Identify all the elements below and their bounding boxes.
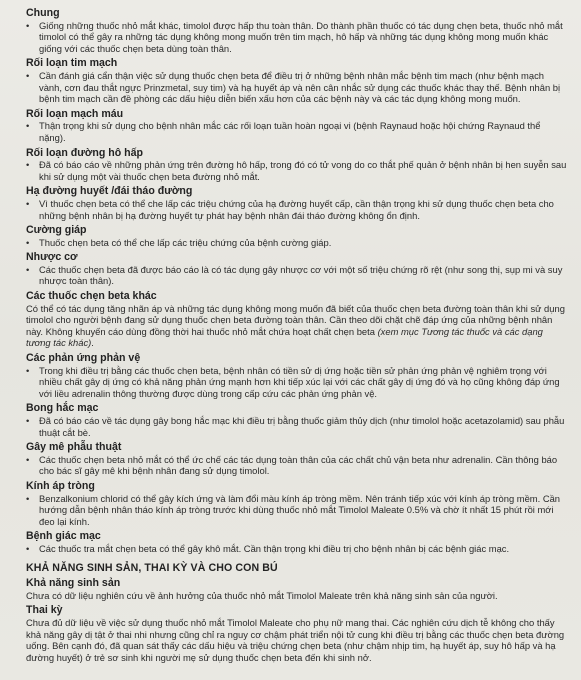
heading-other-beta-blockers: Các thuốc chẹn beta khác — [26, 290, 157, 303]
text-choroidal-detachment: Đã có báo cáo về tác dụng gây bong hắc mạc khi điều trị bằng thuốc giảm thủy dịch (như timolol hoặc acetazolamid) sau phẫu thuật cắt bè. — [39, 415, 565, 438]
bullet-item-choroidal-detachment — [26, 415, 567, 438]
bullet-icon: • — [26, 415, 30, 426]
bullet-icon: • — [26, 197, 30, 209]
text-cardiac: Cần đánh giá cẩn thận việc sử dụng thuốc chẹn beta để điều trị ở những bệnh nhân mắc bệnh tim mạch (như bệnh mạch vành, cơn đau thắt ngực Prinzmetal, suy tim) và hạ huyết áp và nên cân nhắc sử dụng các thuốc khác thay thế. Bệnh nhân bị bệnh tim mạch cần đề phòng các dấu hiệu diễn biến xấu hơn của các bệnh này và các tác dụng không mong muốn. — [39, 69, 561, 105]
bullet-icon: • — [26, 364, 30, 376]
bullet-item-cardiac — [26, 70, 567, 105]
heading-anaphylaxis: Các phản ứng phản vệ — [26, 352, 141, 365]
section-hyperthyroidism — [26, 224, 567, 248]
heading-corneal-disease: Bệnh giác mạc — [26, 530, 101, 543]
heading-choroidal-detachment: Bong hắc mạc — [26, 402, 99, 415]
section-respiratory — [26, 147, 567, 183]
heading-cardiac: Rối loạn tim mạch — [26, 57, 118, 70]
bullet-icon: • — [26, 159, 30, 171]
bullet-icon: • — [26, 19, 30, 31]
text-hyperthyroidism: Thuốc chẹn beta có thể che lấp các triệu chứng của bệnh cường giáp. — [39, 236, 332, 248]
bullet-icon: • — [26, 69, 30, 81]
section-anaphylaxis — [26, 352, 567, 399]
heading-fertility: Khả năng sinh sản — [26, 577, 121, 590]
bullet-icon: • — [26, 236, 30, 248]
text-general: Giống những thuốc nhỏ mắt khác, timolol được hấp thu toàn thân. Do thành phần thuốc có tác dụng chẹn beta, thuốc nhỏ mắt timolol có thể gây ra những tác dụng không mong muốn trên tim mạch, hô hấp và những tác dụng không mong muốn khác giống với các thuốc chẹn beta dùng toàn thân. — [39, 19, 563, 54]
text-anaphylaxis: Trong khi điều trị bằng các thuốc chẹn beta, bệnh nhân có tiền sử dị ứng hoặc tiền sử phản ứng phản vệ nghiêm trọng với nhiều chất gây dị ứng có khả năng phản ứng mạnh hơn khi tiếp xúc lại với các chất gây dị ứng đó và họ cũng không đáp ứng với liều adrenalin thông thường được dùng trong cấp cứu các phản ứng phản vệ. — [39, 364, 560, 399]
bullet-item-hypoglycemia — [26, 198, 567, 221]
section-other-beta-blockers — [26, 290, 567, 349]
text-pregnancy: Chưa đủ dữ liệu về việc sử dụng thuốc nhỏ mắt Timolol Maleate cho phụ nữ mang thai. Các nghiên cứu dịch tễ không cho thấy khả năng gây dị tật ở thai nhi nhưng cũng chỉ ra nguy cơ chậm phát triển nội tử cung khi điều trị bằng các thuốc chẹn beta đường uống. Bên cạnh đó, đã quan sát thấy các dấu hiệu và triệu chứng chẹn beta (như chậm nhịp tim, hạ huyết áp, suy hô hấp và hạ đường huyết) ở trẻ sơ sinh khi người mẹ sử dụng thuốc chẹn beta đến khi sinh nở. — [26, 616, 565, 663]
text-respiratory: Đã có báo cáo về những phản ứng trên đường hô hấp, trong đó có tử vong do co thắt phế quản ở bệnh nhân bị hen suyễn sau khi sử dụng một vài thuốc chẹn beta đường nhỏ mắt. — [39, 159, 567, 182]
section-corneal-disease — [26, 530, 567, 554]
bullet-item-respiratory — [26, 159, 567, 182]
section-myasthenia — [26, 251, 567, 287]
section-choroidal-detachment — [26, 402, 567, 438]
text-fertility: Chưa có dữ liệu nghiên cứu về ảnh hưởng của thuốc nhỏ mắt Timolol Maleate trên khả năng sinh sản của người. — [26, 589, 498, 601]
heading-contact-lenses: Kính áp tròng — [26, 479, 95, 492]
heading-pregnancy-main: KHẢ NĂNG SINH SẢN, THAI KỲ VÀ CHO CON BÚ — [26, 561, 278, 574]
section-hypoglycemia — [26, 185, 567, 221]
text-other-beta-blockers-main: Có thể có tác dụng tăng nhãn áp và những tác dụng không mong muốn đã biết của thuốc chẹn beta đường toàn thân khi sử dụng timolol cho người bệnh đang sử dụng thuốc chẹn beta đường toàn thân. Cần theo dõi chặt chẽ đáp ứng của những bệnh nhân này. Không khuyến cáo dùng đồng thời hai thuốc nhỏ mắt chứa hoạt chất chẹn beta — [26, 302, 565, 337]
bullet-item-hyperthyroidism — [26, 237, 567, 249]
section-cardiac — [26, 57, 567, 104]
section-vascular — [26, 108, 567, 144]
bullet-icon: • — [26, 492, 30, 504]
bullet-icon: • — [26, 120, 30, 132]
bullet-item-vascular — [26, 120, 567, 143]
bullet-icon: • — [26, 453, 30, 465]
section-pregnancy — [26, 562, 567, 664]
section-anesthesia — [26, 441, 567, 477]
text-myasthenia: Các thuốc chẹn beta đã được báo cáo là có tác dụng gây nhược cơ với một số triệu chứng rõ rệt (như song thị, sụp mi và suy nhược toàn thân). — [39, 263, 563, 287]
text-hypoglycemia: Vì thuốc chẹn beta có thể che lấp các triệu chứng của hạ đường huyết cấp, cần thận trọng khi sử dụng thuốc chẹn beta cho những bệnh nhân bị hạ đường huyết tự phát hay bệnh nhân đái tháo đường không ổn định. — [39, 197, 554, 221]
section-contact-lenses — [26, 480, 567, 527]
text-contact-lenses: Benzalkonium chlorid có thể gây kích ứng và làm đổi màu kính áp tròng mềm. Nên tránh tiếp xúc với kính áp tròng mềm. Cần hướng dẫn bệnh nhân tháo kính áp tròng trước khi dùng thuốc nhỏ mắt Timolol Maleate 0.5% và chờ ít nhất 15 phút rồi mới đeo lại kính. — [39, 492, 561, 527]
bullet-item-contact-lenses — [26, 493, 567, 528]
bullet-item-myasthenia — [26, 264, 567, 287]
text-other-beta-blockers-end: . — [91, 337, 94, 349]
text-anesthesia: Các thuốc chẹn beta nhỏ mắt có thể ức chế các tác dụng toàn thân của các chất chủ vận beta như adrenalin. Cần thông báo cho bác sĩ gây mê khi bệnh nhân đang sử dụng timolol. — [39, 453, 558, 477]
text-vascular: Thận trọng khi sử dụng cho bệnh nhân mắc các rối loạn tuần hoàn ngoại vi (bệnh Raynaud hoặc hội chứng Raynaud thể nặng). — [39, 120, 541, 143]
heading-hyperthyroidism: Cường giáp — [26, 224, 87, 237]
heading-general: Chung — [26, 7, 60, 19]
heading-pregnancy: Thai kỳ — [26, 604, 63, 617]
heading-vascular: Rối loạn mạch máu — [26, 107, 124, 120]
heading-anesthesia: Gây mê phẫu thuật — [26, 441, 122, 454]
bullet-item-corneal-disease — [26, 543, 567, 555]
text-other-beta-blockers — [26, 303, 567, 349]
bullet-icon: • — [26, 542, 30, 554]
bullet-item-anesthesia — [26, 454, 567, 477]
cross-reference-interactions: (xem mục Tương tác thuốc và các dạng tương tác khác) — [26, 325, 543, 349]
heading-myasthenia: Nhược cơ — [26, 251, 78, 264]
bullet-item-general — [26, 20, 567, 55]
bullet-icon: • — [26, 263, 30, 275]
bullet-item-anaphylaxis — [26, 365, 567, 400]
heading-respiratory: Rối loạn đường hô hấp — [26, 146, 144, 159]
text-corneal-disease: Các thuốc tra mắt chẹn beta có thể gây khô mắt. Cần thận trọng khi điều trị cho bệnh nhân bị các bệnh giác mạc. — [39, 542, 510, 554]
section-general — [26, 7, 567, 54]
heading-hypoglycemia: Hạ đường huyết /đái tháo đường — [26, 185, 193, 198]
